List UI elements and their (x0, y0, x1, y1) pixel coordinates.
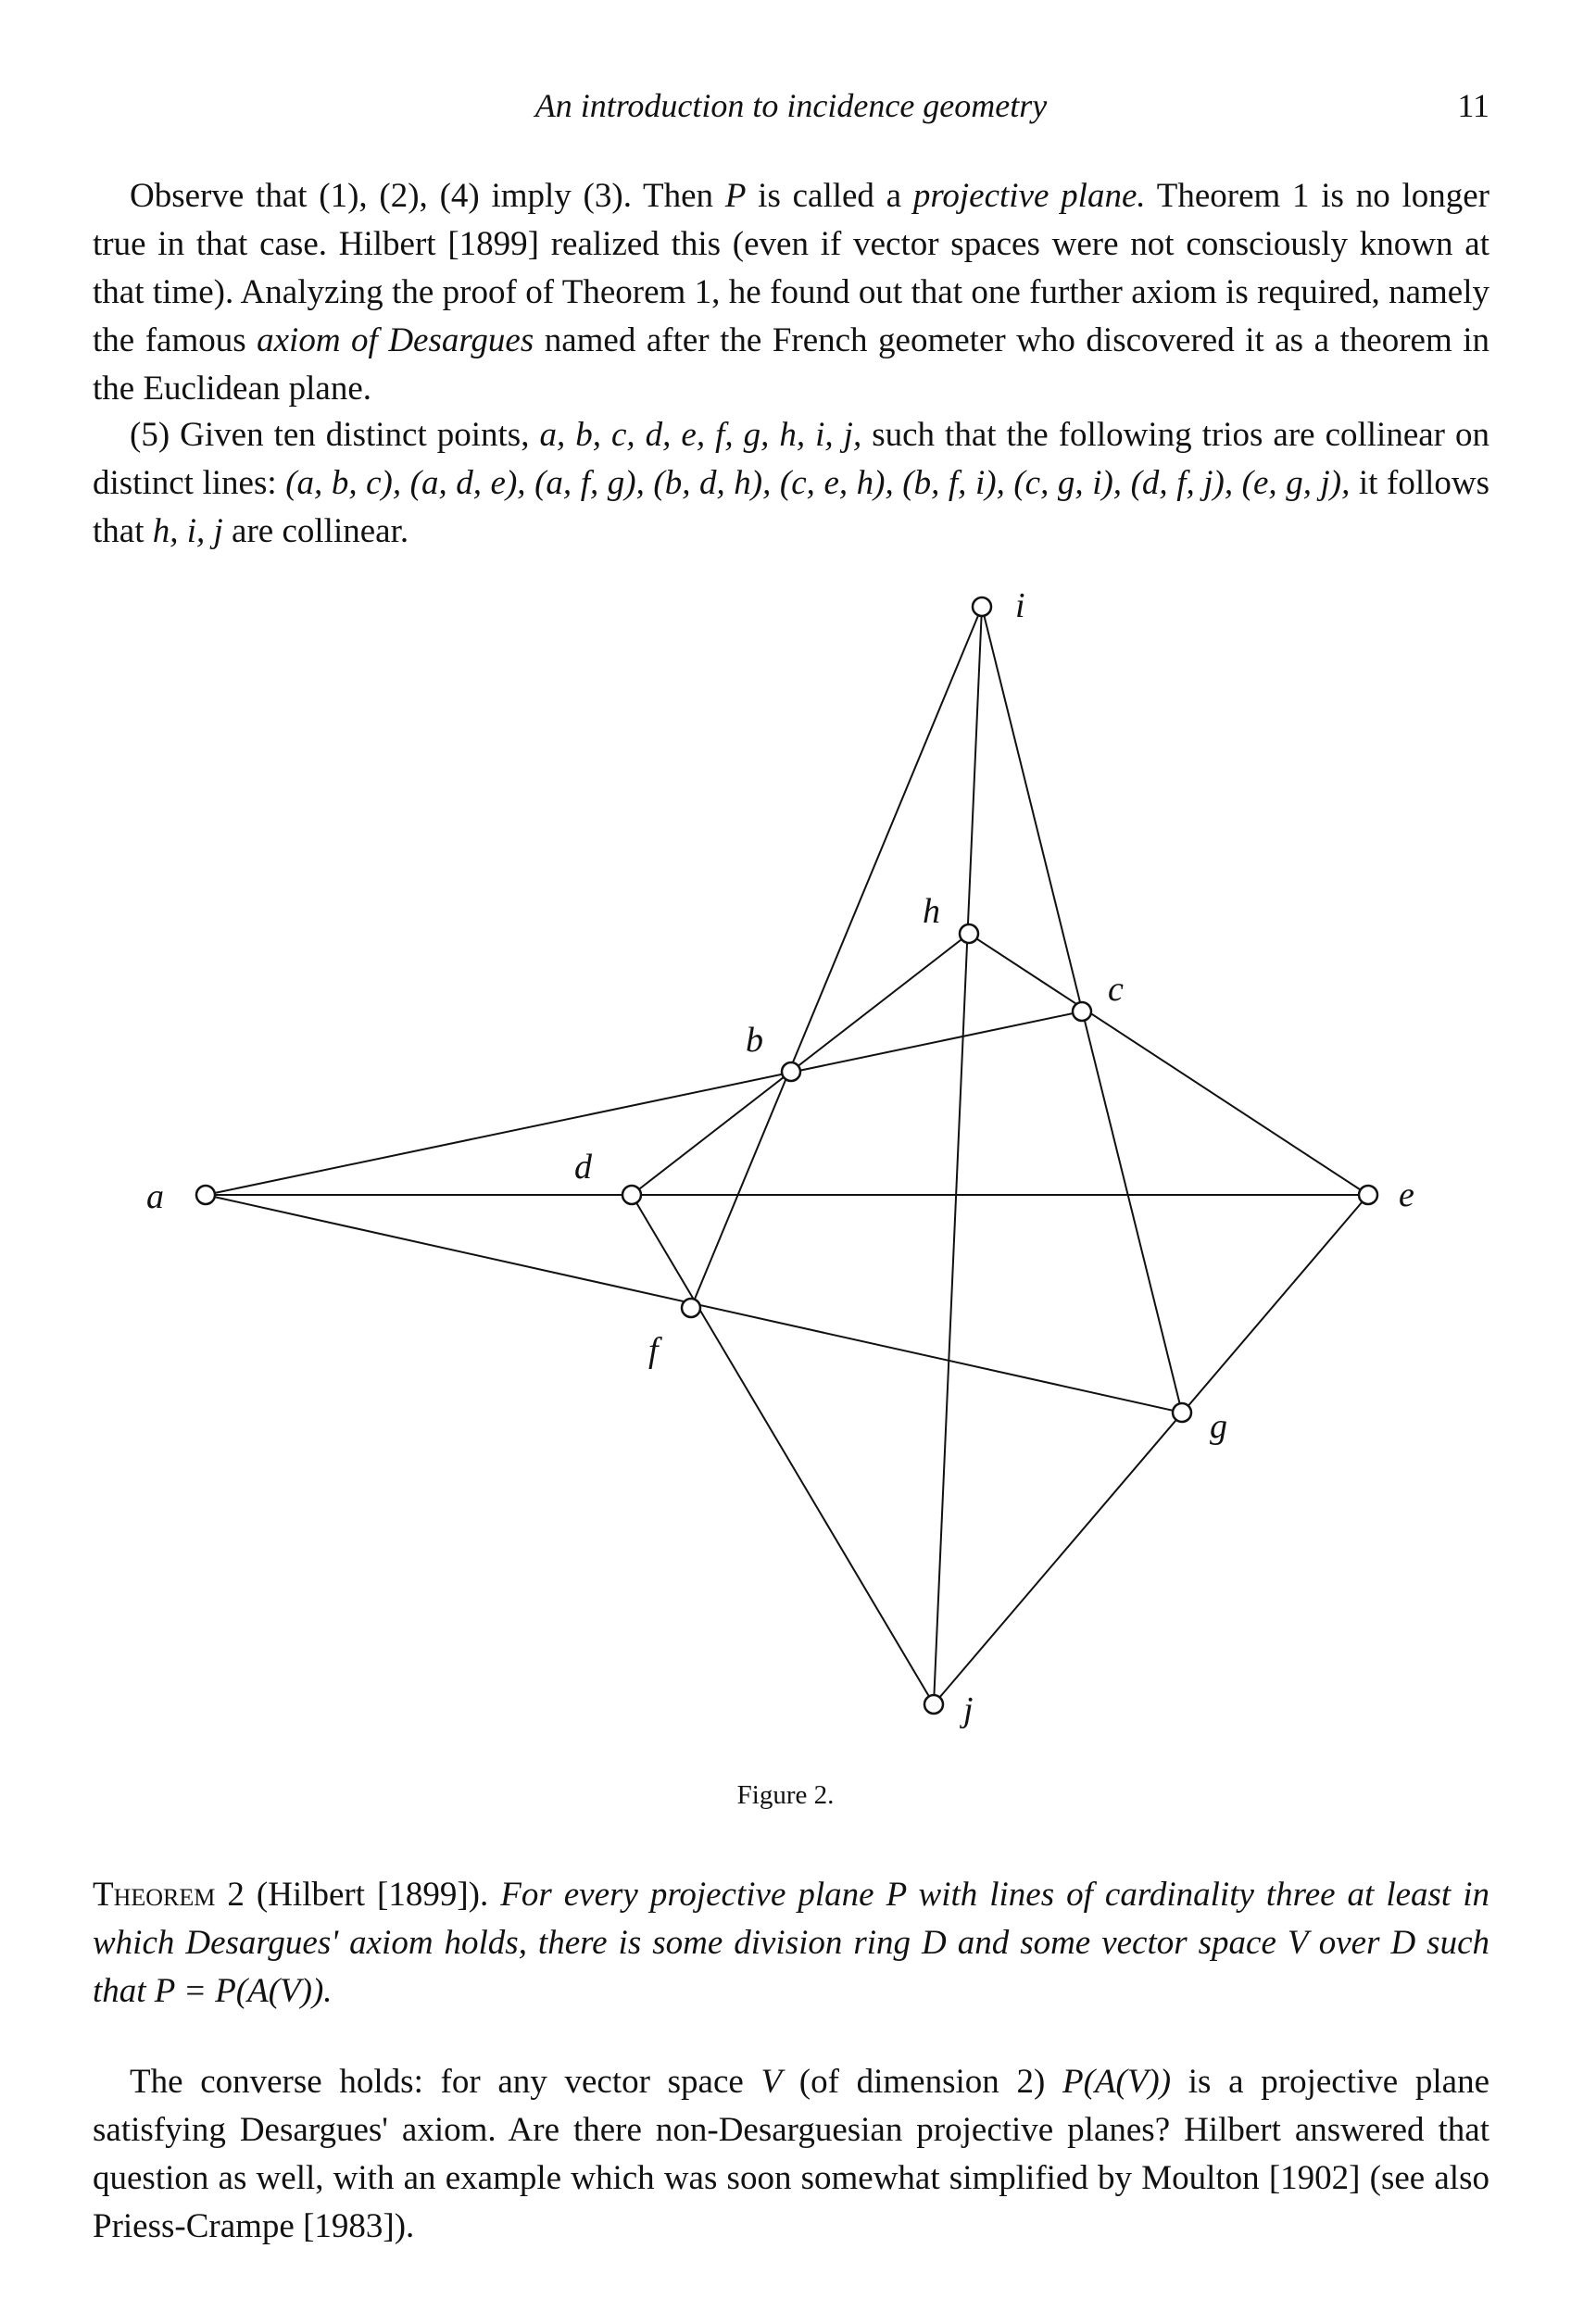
label-b: b (746, 1021, 763, 1060)
label-j: j (963, 1690, 974, 1729)
line-d-b-h (632, 934, 969, 1195)
theorem-ref: 2 (Hilbert [1899]). (215, 1876, 501, 1914)
label-g: g (1210, 1407, 1227, 1446)
text: (5) Given ten distinct points, (130, 416, 540, 454)
theorem-label: Theorem (93, 1876, 216, 1914)
point-g (1173, 1403, 1191, 1422)
page-number: 11 (1457, 87, 1489, 124)
label-e: e (1399, 1175, 1414, 1214)
label-i: i (1015, 586, 1025, 625)
point-f (682, 1299, 700, 1317)
line-e-g-j (934, 1195, 1368, 1704)
emphasis-projective-plane: projective plane. (912, 177, 1146, 215)
text: it follows that (93, 464, 1490, 550)
label-c: c (1108, 970, 1124, 1009)
math-points: a, b, c, d, e, f, g, h, i, j, (539, 416, 862, 454)
running-head: An introduction to incidence geometry (534, 87, 1048, 124)
point-c (1073, 1002, 1091, 1021)
figure-caption: Figure 2. (736, 1780, 835, 1810)
line-a-b-c (206, 1011, 1082, 1195)
point-j (924, 1695, 943, 1714)
text: such that the following trios are collinear on distinct lines: (93, 416, 1490, 502)
label-a: a (146, 1177, 164, 1216)
point-i (973, 597, 991, 616)
math-PAV: P(A(V)) (1062, 2063, 1172, 2101)
paragraph-projective-plane (93, 172, 1489, 413)
text: The converse holds: for any vector space (130, 2063, 761, 2101)
text: named after the French geometer who discovered it as a theorem in the Euclidean plane. (93, 321, 1489, 408)
text: (of dimension 2) (782, 2063, 1062, 2101)
paragraph-converse (93, 2058, 1489, 2251)
point-a (196, 1186, 215, 1204)
point-d (622, 1186, 641, 1204)
point-b (782, 1062, 800, 1081)
figure-points (196, 597, 1377, 1714)
theorem-2 (93, 1871, 1489, 2016)
label-h: h (923, 892, 940, 931)
page-header (93, 85, 1489, 132)
text: Observe that (1), (2), (4) imply (3). Then (130, 177, 725, 215)
math-P: P (724, 177, 747, 215)
text: Theorem 1 is no longer true in that case. Hilbert [1899] realized this (even if vector spaces were not consciously known at that time). Analyzing the proof of Theorem 1, he found out that one further axiom is required, namely the famous (93, 177, 1489, 359)
figure-lines (206, 607, 1368, 1704)
desargues-figure (0, 565, 1571, 1788)
text: is a projective plane satisfying Desargues' axiom. Are there non-Desarguesian projective planes? Hilbert answered that question as well, with an example which was soon somewhat simplified by Moulton [1902] (see also Priess-Crampe [1983]). (93, 2063, 1489, 2245)
text: is called a (746, 177, 913, 215)
line-h-c-e (969, 934, 1368, 1195)
label-f: f (648, 1331, 659, 1370)
point-e (1359, 1186, 1377, 1204)
figure-labels (146, 586, 1414, 1729)
theorem-body: For every projective plane P with lines of cardinality three at least in which Desargues' axiom holds, there is some division ring D and some vector space V over D such that P = P(A(V)). (93, 1876, 1489, 2010)
emphasis-axiom-of-desargues: axiom of Desargues (257, 321, 534, 359)
point-h (960, 924, 978, 943)
math-hij: h, i, j (152, 512, 223, 550)
math-V: V (760, 2063, 783, 2101)
line-i-h-j (934, 607, 982, 1704)
label-d: d (574, 1148, 592, 1187)
math-trios: (a, b, c), (a, d, e), (a, f, g), (b, d, h), (c, e, h), (b, f, i), (c, g, i), (d, f, j), (e, g, j), (285, 464, 1351, 502)
line-d-f-j (632, 1195, 934, 1704)
paragraph-axiom-5 (93, 411, 1489, 556)
text: are collinear. (222, 512, 409, 550)
